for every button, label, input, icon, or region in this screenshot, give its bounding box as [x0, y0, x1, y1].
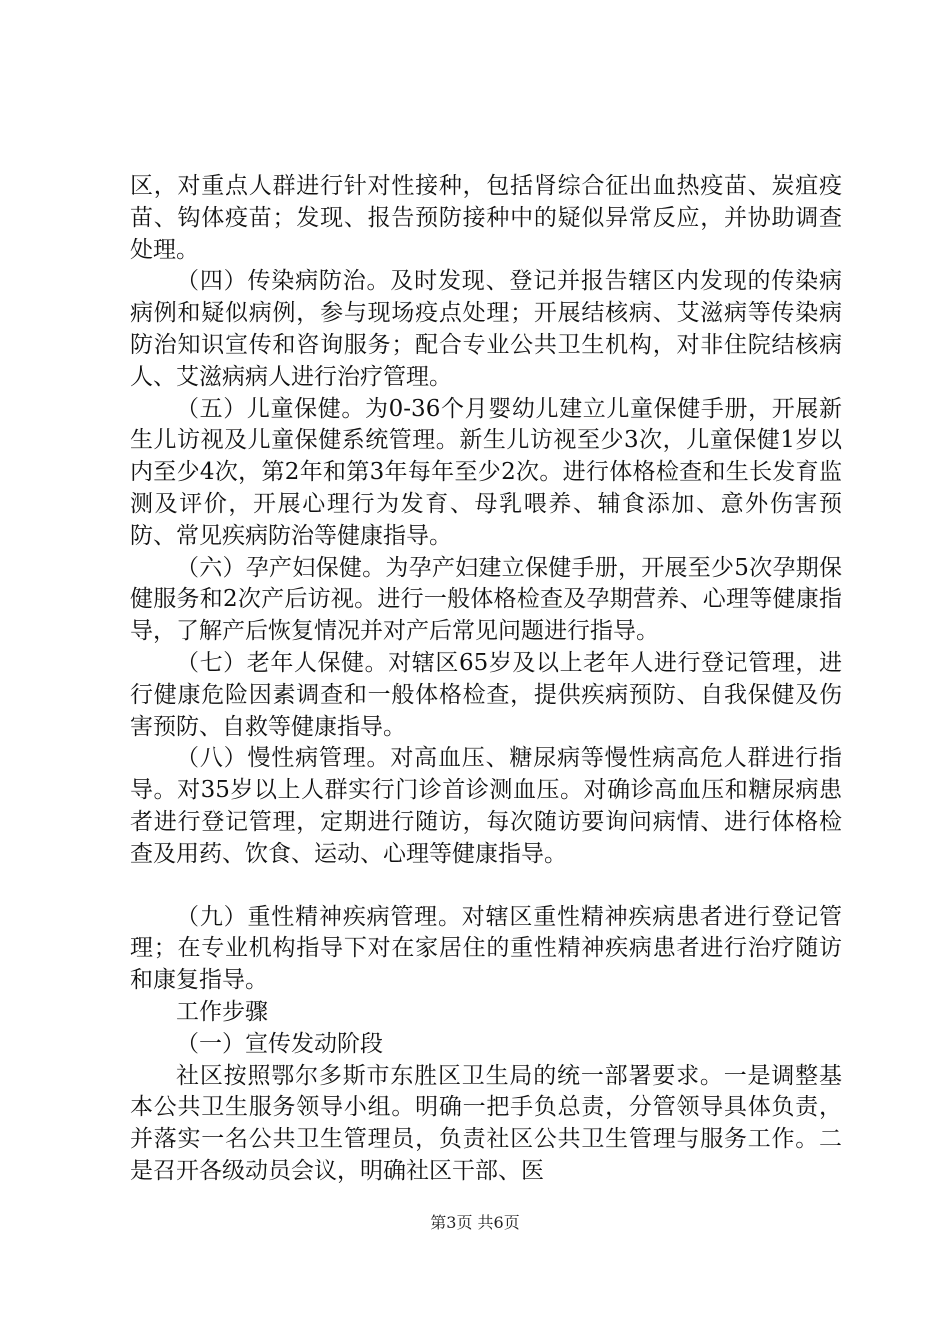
paragraph-community-deployment: 社区按照鄂尔多斯市东胜区卫生局的统一部署要求。一是调整基本公共卫生服务领导小组。明确一把手负总责，分管领导具体负责，并落实一名公共卫生管理员，负责社区公共卫生管理与服务工作。二是召开各级动员会议，明确社区干部、医 [130, 1062, 842, 1184]
subheading-publicity-phase: （一）宣传发动阶段 [176, 1030, 383, 1057]
paragraph-vaccination-continued: 区，对重点人群进行针对性接种，包括肾综合征出血热疫苗、炭疽疫苗、钩体疫苗；发现、报告预防接种中的疑似异常反应，并协助调查处理。 [130, 173, 842, 263]
page-number-label: 第3页 共6页 [430, 1213, 520, 1232]
paragraph-elderly-health: （七）老年人保健。对辖区65岁及以上老年人进行登记管理，进行健康危险因素调查和一般体格检查，提供疾病预防、自我保健及伤害预防、自救等健康指导。 [130, 649, 842, 740]
paragraph-infectious-disease: （四）传染病防治。及时发现、登记并报告辖区内发现的传染病病例和疑似病例，参与现场疫点处理；开展结核病、艾滋病等传染病防治知识宣传和咨询服务；配合专业公共卫生机构，对非住院结核病人、艾滋病病人进行治疗管理。 [130, 268, 842, 390]
page-footer [0, 1213, 950, 1233]
paragraph-chronic-disease: （八）慢性病管理。对高血压、糖尿病等慢性病高危人群进行指导。对35岁以上人群实行门诊首诊测血压。对确诊高血压和糖尿病患者进行登记管理，定期进行随访，每次随访要询问病情、进行体格检查及用药、饮食、运动、心理等健康指导。 [130, 745, 842, 867]
paragraph-mental-illness: （九）重性精神疾病管理。对辖区重性精神疾病患者进行登记管理；在专业机构指导下对在家居住的重性精神疾病患者进行治疗随访和康复指导。 [130, 903, 842, 994]
paragraph-maternal-health: （六）孕产妇保健。为孕产妇建立保健手册，开展至少5次孕期保健服务和2次产后访视。进行一般体格检查及孕期营养、心理等健康指导，了解产后恢复情况并对产后常见问题进行指导。 [130, 554, 842, 645]
document-body [130, 171, 842, 1188]
section-heading-work-steps: 工作步骤 [176, 998, 268, 1025]
paragraph-child-health: （五）儿童保健。为0-36个月婴幼儿建立儿童保健手册，开展新生儿访视及儿童保健系统管理。新生儿访视至少3次，儿童保健1岁以内至少4次，第2年和第3年每年至少2次。进行体格检查和生长发育监测及评价，开展心理行为发育、母乳喂养、辅食添加、意外伤害预防、常见疾病防治等健康指导。 [130, 395, 842, 549]
